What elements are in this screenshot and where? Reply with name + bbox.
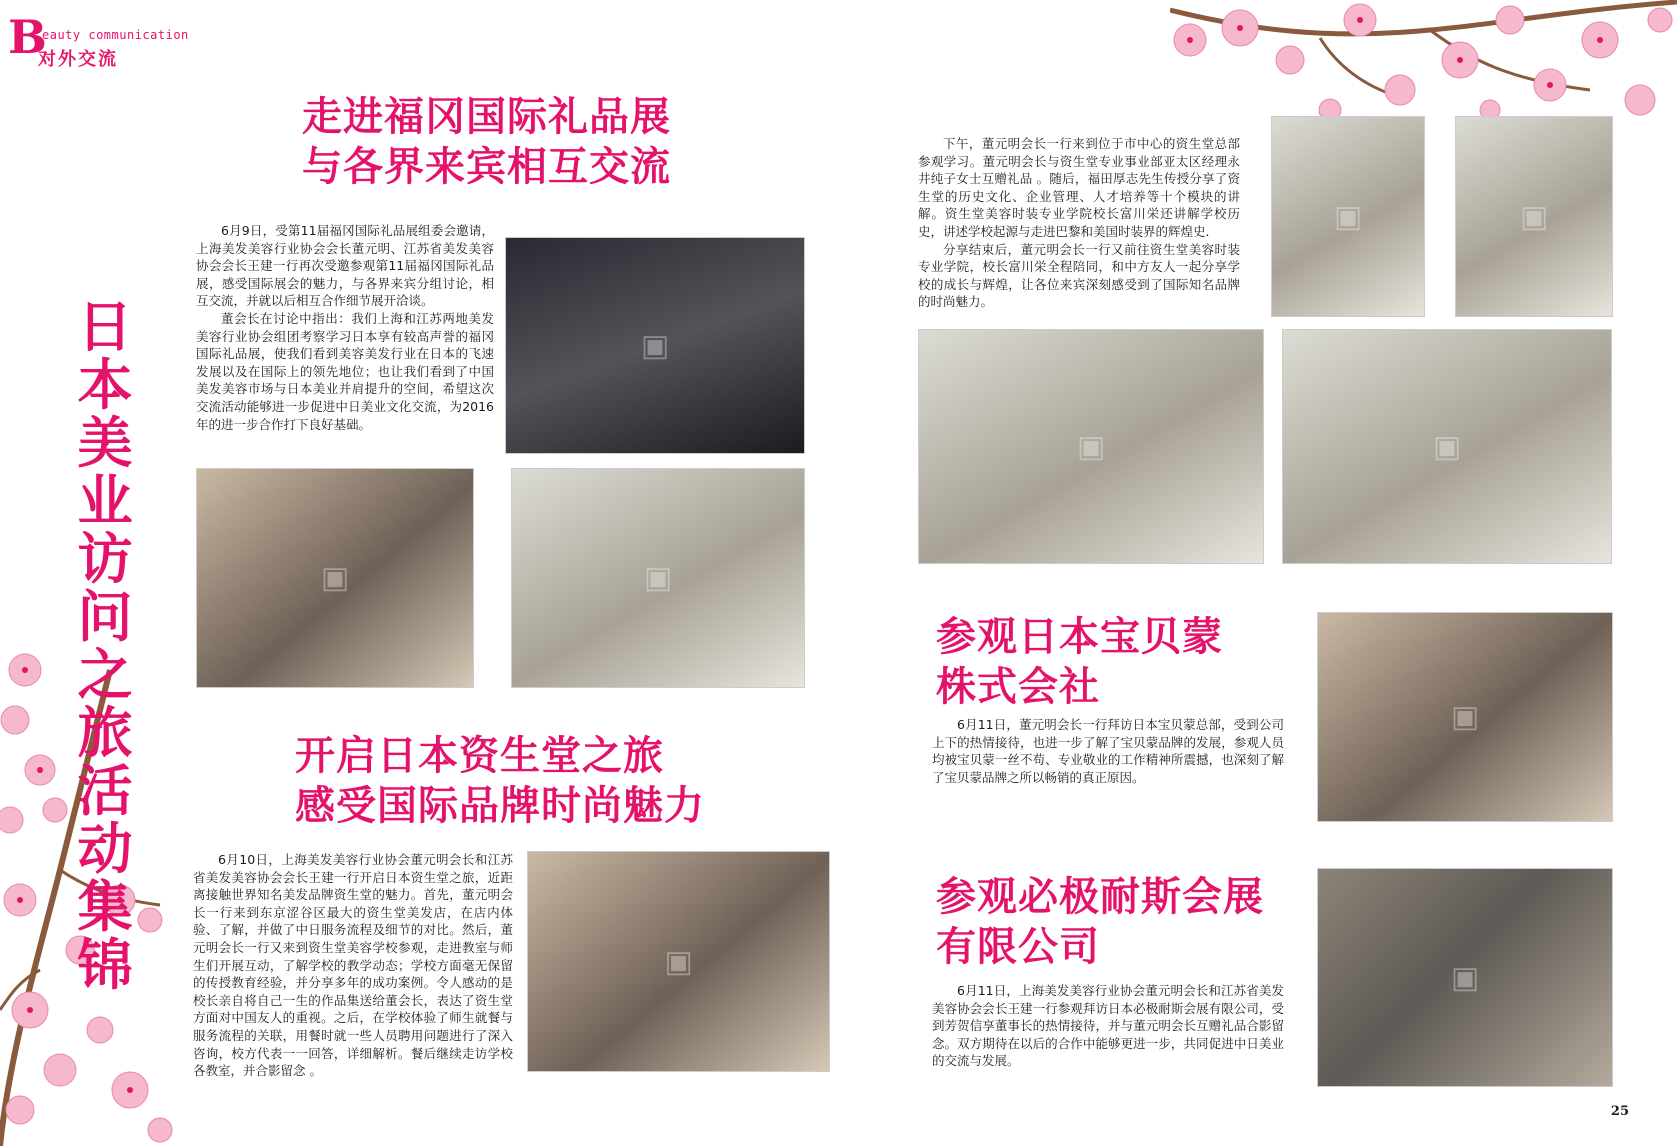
section4-title-line1: 参观必极耐斯会展 (936, 874, 1264, 920)
section4-body (932, 982, 1284, 1070)
header-english-subtitle: eauty communication (42, 28, 189, 42)
vertical-title-char: 之 (77, 643, 133, 707)
expo-hall-photo: ▣ (511, 468, 805, 688)
vertical-title-char: 旅 (77, 701, 133, 765)
section3-paragraph: 6月11日，董元明会长一行拜访日本宝贝蒙总部，受到公司上下的热情接待，也进一步了解了宝贝蒙品牌的发展，参观人员均被宝贝蒙一丝不苟、专业敬业的工作精神所震撼，也深刻了解了宝贝蒙品牌之所以畅销的真正原因。 (932, 717, 1284, 785)
vertical-title-char: 活 (77, 759, 133, 823)
vertical-main-title (70, 295, 140, 997)
vertical-title-char: 业 (77, 469, 133, 533)
section4-headline (936, 872, 1264, 972)
section3-title-line1: 参观日本宝贝蒙 (936, 614, 1223, 660)
vertical-title-char: 本 (77, 353, 133, 417)
section3-title-line2: 株式会社 (936, 664, 1100, 710)
exhibition-company-group-photo: ▣ (1317, 868, 1613, 1087)
salon-classroom-photo: ▣ (1282, 329, 1612, 564)
gift-exchange-photo: ▣ (1271, 116, 1425, 317)
section2-headline (295, 731, 705, 831)
section1-body (196, 222, 494, 433)
shiseido-salon-group-photo: ▣ (527, 851, 830, 1072)
vertical-title-char: 美 (77, 411, 133, 475)
shiseido-hq-body (918, 135, 1240, 311)
shiseido-hq-paragraph: 下午，董元明会长一行来到位于市中心的资生堂总部参观学习。董元明会长与资生堂专业事业部亚太区经理永井纯子女士互赠礼品 。随后，福田厚志先生传授分享了资生堂的历史文化、企业管理、人才培养等十个模块的讲解。资生堂美容时装专业学院校长富川栄还讲解学校历史，讲述学校起源与走进巴黎和美国时装界的辉煌史. (918, 136, 1240, 239)
book-gift-photo: ▣ (1455, 116, 1613, 317)
shiseido-hq-paragraph: 分享结束后，董元明会长一行又前往资生堂美容时装专业学院，校长富川栄全程陪同，和中方友人一起分享学校的成长与辉煌，让各位来宾深刻感受到了国际知名品牌的时尚魅力。 (918, 241, 1240, 310)
expo-stage-photo: ▣ (505, 237, 805, 454)
section2-title-line2: 感受国际品牌时尚魅力 (295, 783, 705, 829)
section3-body (932, 716, 1284, 786)
vertical-title-char: 集 (77, 875, 133, 939)
vertical-title-char: 日 (77, 295, 133, 359)
section3-headline (936, 612, 1223, 712)
vertical-title-char: 问 (77, 585, 133, 649)
vertical-title-char: 锦 (77, 933, 133, 997)
section1-paragraph: 6月9日，受第11届福冈国际礼品展组委会邀请，上海美发美容行业协会会长董元明、江苏省美发美容协会会长王建一行再次受邀参观第11届福冈国际礼品展，感受国际展会的魅力，与各界来宾分组讨论，相互交流，并就以后相互合作细节展开洽谈。 (196, 223, 494, 309)
company-group-photo: ▣ (1317, 612, 1613, 822)
vertical-title-char: 动 (77, 817, 133, 881)
header-logo-letter: B (8, 10, 47, 64)
section2-body (193, 851, 513, 1080)
section2-paragraph: 6月10日，上海美发美容行业协会董元明会长和江苏省美发美容协会会长王建一行开启日本资生堂之旅，近距离接触世界知名美发品牌资生堂的魅力。首先，董元明会长一行来到东京涩谷区最大的资生堂美发店，在店内体验、了解，并做了中日服务流程及细节的对比。然后，董元明会长一行又来到资生堂美容学校参观，走进教室与师生们开展互动，了解学校的教学动态；学校方面毫无保留的传授教育经验，并分享多年的成功案例。令人感动的是校长亲自将自己一生的作品集送给董会长，表达了资生堂方面对中国友人的重视。之后，在学校体验了师生就餐与服务流程的关联，用餐时就一些人员聘用问题进行了深入咨询，校方代表一一回答，详细解析。餐后继续走访学校各教室，并合影留念 。 (193, 852, 513, 1079)
section4-paragraph: 6月11日，上海美发美容行业协会董元明会长和江苏省美发美容协会会长王建一行参观拜访日本必极耐斯会展有限公司，受到芳贺信享董事长的热情接待，并与董元明会长互赠礼品合影留念。双方期待在以后的合作中能够更进一步，共同促进中日美业的交流与发展。 (932, 983, 1284, 1069)
section1-headline (302, 92, 671, 192)
section1-paragraph: 董会长在讨论中指出：我们上海和江苏两地美发美容行业协会组团考察学习日本享有较高声誉的福冈国际礼品展，使我们看到美容美发行业在日本的飞速发展以及在国际上的领先地位；也让我们看到了中国美发美容市场与日本美业并肩提升的空间，希望这次交流活动能够进一步促进中日美业文化交流，为2016年的进一步合作打下良好基础。 (196, 310, 494, 432)
expo-discussion-photo: ▣ (196, 468, 474, 688)
section1-title-line2: 与各界来宾相互交流 (302, 144, 671, 190)
section1-title-line1: 走进福冈国际礼品展 (302, 94, 671, 140)
section4-title-line2: 有限公司 (936, 924, 1100, 970)
section2-title-line1: 开启日本资生堂之旅 (295, 733, 664, 779)
vertical-title-char: 访 (77, 527, 133, 591)
page-number: 25 (1610, 1104, 1629, 1119)
header-chinese-title: 对外交流 (38, 49, 118, 70)
sabfa-visit-photo: ▣ (918, 329, 1264, 564)
